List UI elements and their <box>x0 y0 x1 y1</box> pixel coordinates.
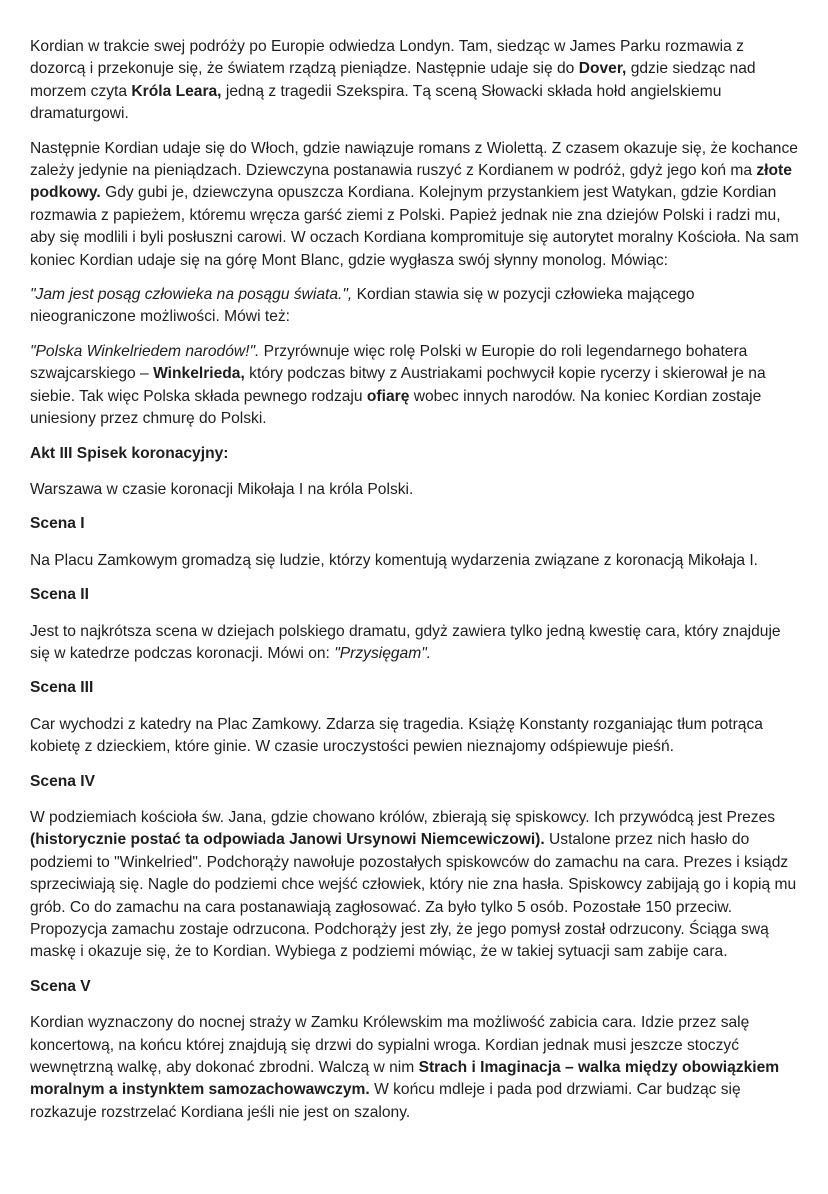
bold-text: ofiarę <box>366 387 410 405</box>
paragraph-london <box>30 36 800 126</box>
heading-scene-1: Scena I <box>30 515 85 533</box>
text: jedną z tragedii Szekspira. Tą sceną Słowacki składa hołd angielskiemu dramaturgowi. <box>30 82 722 123</box>
bold-text: złote podkowy. <box>30 162 792 202</box>
paragraph-scene-4 <box>30 807 800 964</box>
heading-scene-5: Scena V <box>30 977 91 995</box>
paragraph-scene-1: Na Placu Zamkowym gromadzą się ludzie, którzy komentują wydarzenia związane z koronacją Mikołaja I. <box>30 551 759 569</box>
bold-text: Dover, <box>578 60 627 78</box>
italic-quote: "Przysięgam". <box>334 644 432 662</box>
text: gdzie siedząc nad morzem czyta <box>30 60 756 100</box>
paragraph-scene-3: Car wychodzi z katedry na Plac Zamkowy. Zdarza się tragedia. Książę Konstanty rozganiając tłum potrąca kobietę z dzieckiem, które ginie. W czasie uroczystości pewien nieznajomy odśpiewuje pieśń. <box>30 715 763 756</box>
bold-text: (historycznie postać ta odpowiada Janowi Ursynowi Niemcewiczowi). <box>30 831 545 849</box>
bold-text: Króla Leara, <box>131 82 222 100</box>
text: Ustalone przez nich hasło do podziemi to "Winkelried". Podchorąży nawołuje pozostałych spiskowców do zamachu na cara. Prezes i ksiądz sprzeciwiają się. Nagle do podziemi chce wejść człowiek, który nie zna hasła. Spiskowcy zabijają go i kopią mu grób. Co do zamachu na cara postanawiają zagłosować. Za było tylko 5 osób. Pozostałe 150 przeciw. Propozycja zamachu zostaje odrzucona. Podchorąży jest zły, że jego pomysł został odrzucony. Ściąga swą maskę i okazuje się, że to Kordian. Wybiega z podziemi mówiąc, że w takiej sytuacji sam zabije cara. <box>30 831 797 961</box>
paragraph-warsaw: Warszawa w czasie koronacji Mikołaja I na króla Polski. <box>30 480 414 498</box>
paragraph-italy <box>30 138 800 272</box>
paragraph-winkelried <box>30 341 800 431</box>
text: wobec innych narodów. Na koniec Kordian zostaje uniesiony przez chmurę do Polski. <box>30 387 762 428</box>
text: Kordian stawia się w pozycji człowieka mającego nieograniczone możliwości. Mówi też: <box>30 286 695 326</box>
text: W podziemiach kościoła św. Jana, gdzie chowano królów, zbierają się spiskowcy. Ich przywódcą jest Prezes <box>30 808 776 826</box>
text: W końcu mdleje i pada pod drzwiami. Car budząc się rozkazuje rozstrzelać Kordiana jeśli nie jest on szalony. <box>30 1081 741 1121</box>
paragraph-scene-5 <box>30 1012 800 1124</box>
paragraph-scene-2 <box>30 621 800 666</box>
bold-text: Strach i Imaginacja – walka między obowiązkiem moralnym a instynktem samozachowawczym. <box>30 1059 780 1099</box>
text: Przyrównuje więc rolę Polski w Europie do roli legendarnego bohatera szwajcarskiego – <box>30 342 748 383</box>
heading-scene-3: Scena III <box>30 679 94 697</box>
text: Kordian w trakcie swej podróży po Europie odwiedza Londyn. Tam, siedząc w James Parku rozmawia z dozorcą i przekonuje się, że światem rządzą pieniądze. Następnie udaje się do <box>30 38 744 78</box>
text: Jest to najkrótsza scena w dziejach polskiego dramatu, gdyż zawiera tylko jedną kwestię cara, który znajduje się w katedrze podczas koronacji. Mówi on: <box>30 622 781 662</box>
bold-text: Winkelrieda, <box>153 365 245 383</box>
paragraph-quote-statue <box>30 284 800 329</box>
heading-scene-4: Scena IV <box>30 772 96 790</box>
text: Kordian wyznaczony do nocnej straży w Zamku Królewskim ma możliwość zabicia cara. Idzie przez salę koncertową, na końcu której znajdują się drzwi do sypialni wroga. Kordian jednak musi jeszcze stoczyć wewnętrzną walkę, aby dokonać zbrodni. Walczą w nim <box>30 1014 750 1077</box>
italic-quote: "Polska Winkelriedem narodów!". <box>30 342 260 360</box>
heading-act-3: Akt III Spisek koronacyjny: <box>30 444 229 462</box>
text: który podczas bitwy z Austriakami pochwycił kopie rycerzy i skierował je na siebie. Tak więc Polska składa pewnego rodzaju <box>30 365 766 405</box>
italic-quote: "Jam jest posąg człowieka na posągu świata.", <box>30 286 353 304</box>
heading-scene-2: Scena II <box>30 586 89 604</box>
text: Gdy gubi je, dziewczyna opuszcza Kordiana. Kolejnym przystankiem jest Watykan, gdzie Kordian rozmawia z papieżem, któremu wręcza garść ziemi z Polski. Papież jednak nie zna dziejów Polski i radzi mu, aby się modlili i byli posłuszni carowi. W oczach Kordiana kompromituje się autorytet moralny Kościoła. Na sam koniec Kordian udaje się na górę Mont Blanc, gdzie wygłasza swój słynny monolog. Mówiąc: <box>30 184 799 269</box>
text: Następnie Kordian udaje się do Włoch, gdzie nawiązuje romans z Wiolettą. Z czasem okazuje się, że kochance zależy jedynie na pieniądzach. Dziewczyna postanawia ruszyć z Kordianem w podróż, gdyż jego koń ma <box>30 139 798 180</box>
